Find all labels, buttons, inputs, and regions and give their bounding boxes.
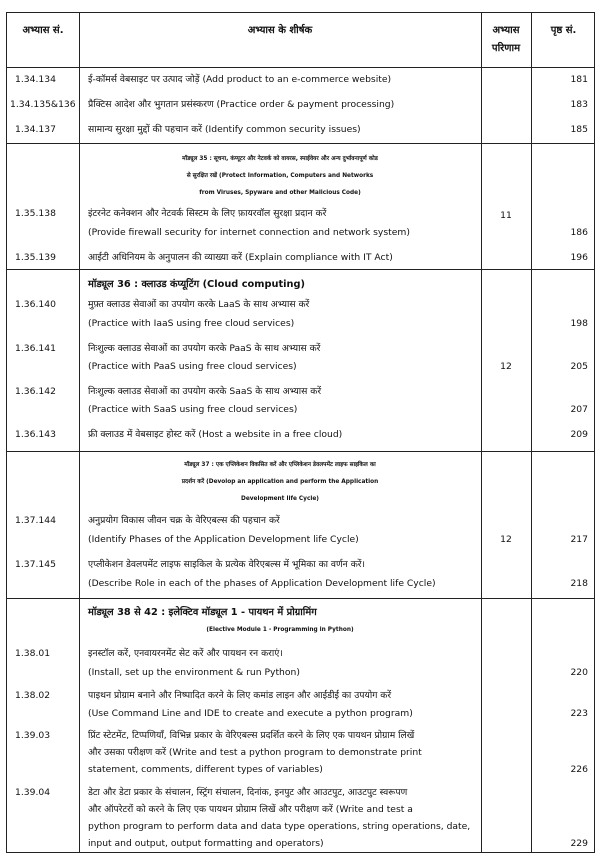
exercise-title: (Use Command Line and IDE to create and execute a python program) <box>88 708 413 719</box>
exercise-number: 1.37.145 <box>15 559 56 570</box>
exercise-title: input and output, output formatting and operators) <box>88 838 324 849</box>
header-exercise-title: अभ्यास के शीर्षक <box>247 25 313 36</box>
module-heading: (Elective Module 1 - Programming in Python) <box>206 627 354 633</box>
exercise-title: प्रैक्टिस आदेश और भुगतान प्रसंस्करण (Practice order & payment processing) <box>88 99 395 110</box>
exercise-title: प्रिंट स्टेटमेंट, टिप्पणियाँ, विभिन्न प्रकार के वेरिएबल्स प्रदर्शित करने के लिए एक पायथन प्रोग्राम लिखें <box>88 730 415 741</box>
exercise-title: इनस्टॉल करें, एनवायरनमेंट सेट करें और पायथन रन कराएं। <box>88 648 283 659</box>
exercise-number: 1.38.01 <box>15 648 51 659</box>
outcome-value: 11 <box>500 210 512 221</box>
outcome-value: 12 <box>500 361 512 372</box>
page-number: 209 <box>570 429 588 440</box>
exercise-number: 1.35.139 <box>15 252 56 263</box>
exercise-number: 1.34.134 <box>15 74 56 85</box>
column-divider <box>79 13 80 852</box>
exercise-title: python program to perform data and data type operations, string operations, date, <box>88 821 471 832</box>
exercise-title: (Practice with PaaS using free cloud services) <box>88 361 297 372</box>
exercise-title: (Describe Role in each of the phases of Application Development life Cycle) <box>88 578 436 589</box>
page-number: 181 <box>570 74 588 85</box>
header-outcome: परिणाम <box>491 43 521 54</box>
module-heading: Development life Cycle) <box>241 496 319 502</box>
module-heading: से सुरक्षित रखें (Protect Information, Computers and Networks <box>186 173 374 179</box>
exercise-number: 1.39.03 <box>15 730 51 741</box>
exercise-title: (Practice with IaaS using free cloud services) <box>88 318 295 329</box>
exercise-title: (Install, set up the environment & run Python) <box>88 667 300 678</box>
exercise-title: अनुप्रयोग विकास जीवन चक्र के वेरिएबल्स की पहचान करें <box>88 515 280 526</box>
page-number: 223 <box>570 708 588 719</box>
exercise-number: 1.38.02 <box>15 690 51 701</box>
exercise-title: और उसका परीक्षण करें (Write and test a python program to demonstrate print <box>88 747 422 758</box>
page-number: 186 <box>570 227 588 238</box>
exercise-title: और ऑपरेटरों को करने के लिए एक पायथन प्रोग्राम लिखें और परीक्षण करें (Write and test a <box>88 804 413 815</box>
exercise-number: 1.37.144 <box>15 515 56 526</box>
exercise-number: 1.36.142 <box>15 386 56 397</box>
exercise-title: डेटा और डेटा प्रकार के संचालन, स्ट्रिंग संचालन, दिनांक, इनपुट और आउटपुट, आउटपुट स्वरूपण <box>88 787 408 798</box>
page-number: 196 <box>570 252 588 263</box>
page-number: 218 <box>570 578 588 589</box>
exercise-title: एप्लीकेशन डेवलपमेंट लाइफ साइकिल के प्रत्येक वेरिएबल्स में भूमिका का वर्णन करें। <box>88 559 365 570</box>
header-exercise-no: अभ्यास सं. <box>22 25 64 36</box>
page-number: 226 <box>570 764 588 775</box>
module-heading: प्रदर्शन करें (Devolop an application and perform the Application <box>181 479 379 485</box>
module-heading: from Viruses, Spyware and other Malicious Code) <box>199 190 361 196</box>
module-separator <box>7 269 594 270</box>
module-heading: मॉड्यूल 35 : सूचना, कंप्यूटर और नेटवर्क को वायरस, स्पाईवेयर और अन्य दुर्भावनापूर्ण कोड <box>182 156 378 162</box>
exercise-title: पाइथन प्रोग्राम बनाने और निष्पादित करने के लिए कमांड लाइन और आईडीई का उपयोग करें <box>88 690 392 701</box>
page-number: 198 <box>570 318 588 329</box>
exercise-number: 1.35.138 <box>15 208 56 219</box>
header-separator <box>7 67 594 68</box>
exercise-number: 1.39.04 <box>15 787 51 798</box>
module-heading: मॉड्यूल 37 : एक एप्लिकेशन विकसित करें और एप्लिकेशन डेवलपमेंट लाइफ साइकिल का <box>184 462 376 468</box>
exercise-title: निःशुल्क क्लाउड सेवाओं का उपयोग करके PaaS के साथ अभ्यास करें <box>88 343 321 354</box>
exercise-title: सामान्य सुरक्षा मुद्दों की पहचान करें (Identify common security issues) <box>88 124 361 135</box>
exercise-title: ई-कॉमर्स वेबसाइट पर उत्पाद जोड़ें (Add product to an e-commerce website) <box>88 74 392 85</box>
exercise-title: (Provide firewall security for internet connection and network system) <box>88 227 410 238</box>
module-separator <box>7 451 594 452</box>
exercise-number: 1.36.141 <box>15 343 56 354</box>
module-separator <box>7 598 594 599</box>
column-divider <box>481 13 482 852</box>
exercise-number: 1.34.135&136 <box>10 99 76 110</box>
module-heading: मॉड्यूल 36 : क्लाउड कंप्यूटिंग (Cloud computing) <box>88 279 305 290</box>
exercise-number: 1.34.137 <box>15 124 56 135</box>
exercise-number: 1.36.140 <box>15 299 56 310</box>
exercise-title: फ्री क्लाउड में वेबसाइट होस्ट करें (Host a website in a free cloud) <box>88 429 343 440</box>
module-heading: मॉड्यूल 38 से 42 : इलेक्टिव मॉड्यूल 1 - पायथन में प्रोग्रामिंग <box>88 607 317 618</box>
header-page-no: पृष्ठ सं. <box>550 25 577 36</box>
page-number: 207 <box>570 404 588 415</box>
page-number: 185 <box>570 124 588 135</box>
exercise-title: (Identify Phases of the Application Development life Cycle) <box>88 534 359 545</box>
page-number: 205 <box>570 361 588 372</box>
exercise-title: statement, comments, different types of variables) <box>88 764 323 775</box>
page-number: 183 <box>570 99 588 110</box>
exercise-title: (Practice with SaaS using free cloud services) <box>88 404 298 415</box>
outcome-value: 12 <box>500 534 512 545</box>
page-number: 217 <box>570 534 588 545</box>
exercise-title: निःशुल्क क्लाउड सेवाओं का उपयोग करके SaaS के साथ अभ्यास करें <box>88 386 322 397</box>
module-separator <box>7 143 594 144</box>
page-number: 229 <box>570 838 588 849</box>
page-number: 220 <box>570 667 588 678</box>
exercise-title: आईटी अधिनियम के अनुपालन की व्याख्या करें (Explain compliance with IT Act) <box>88 252 393 263</box>
header-outcome: अभ्यास <box>492 25 520 36</box>
contents-table <box>6 12 595 853</box>
exercise-title: मुफ़्त क्लाउड सेवाओं का उपयोग करके LaaS के साथ अभ्यास करें <box>88 299 310 310</box>
exercise-title: इंटरनेट कनेक्शन और नेटवर्क सिस्टम के लिए फ़ायरवॉल सुरक्षा प्रदान करें <box>88 208 327 219</box>
exercise-number: 1.36.143 <box>15 429 56 440</box>
